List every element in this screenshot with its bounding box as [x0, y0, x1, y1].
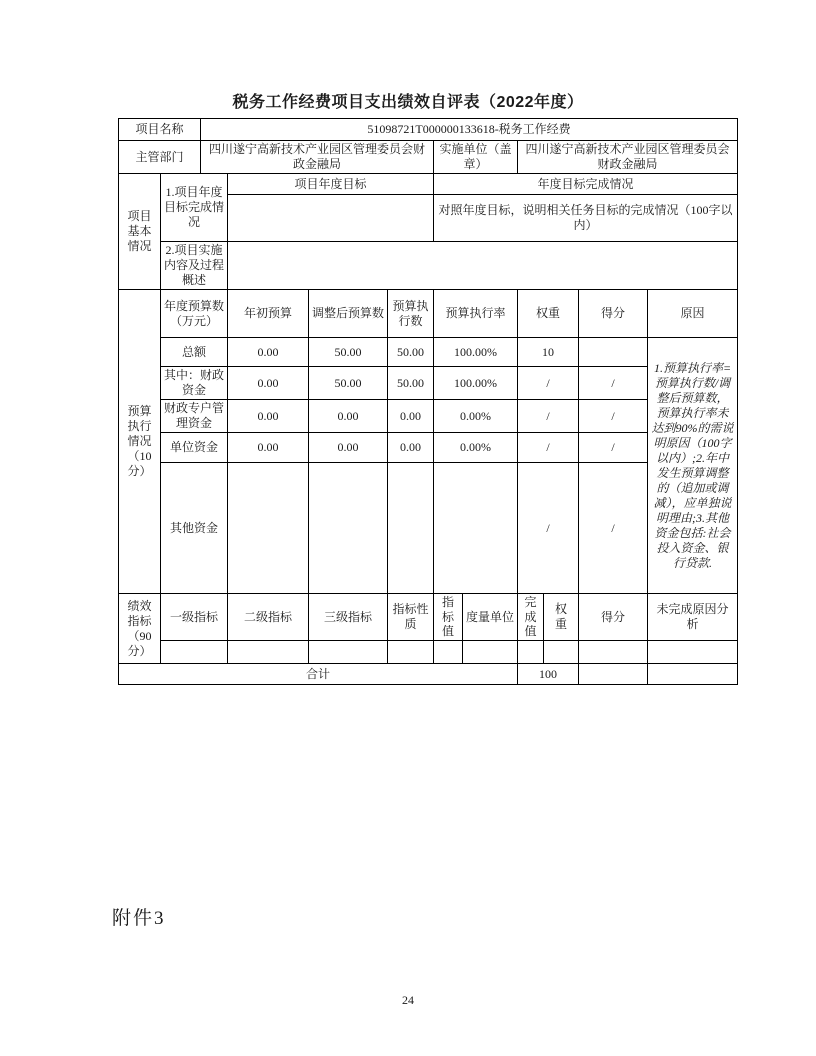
page-number: 24	[402, 993, 414, 1007]
indicator-cell-nature	[388, 641, 434, 664]
budget-cell-adjusted: 0.00	[309, 433, 388, 463]
impl-unit-value: 四川遂宁高新技术产业园区管理委员会财政金融局	[518, 141, 738, 174]
indicator-header-weight: 权重	[544, 594, 579, 641]
budget-header-row	[119, 290, 738, 338]
budget-row-total	[119, 338, 738, 367]
indicator-cell-weight	[544, 641, 579, 664]
budget-cell-executed: 50.00	[388, 367, 434, 400]
completion-note: 对照年度目标，说明相关任务目标的完成情况（100字以内）	[434, 195, 738, 242]
total-score	[579, 664, 648, 685]
indicator-cell-score	[579, 641, 648, 664]
budget-cell-initial: 0.00	[228, 338, 309, 367]
indicator-cell-value	[434, 641, 463, 664]
goal-header: 项目年度目标	[228, 174, 434, 195]
budget-cell-adjusted: 0.00	[309, 400, 388, 433]
goal-row-label: 1.项目年度目标完成情况	[161, 174, 228, 242]
budget-cell-executed: 0.00	[388, 433, 434, 463]
budget-header-adjusted: 调整后预算数	[309, 290, 388, 338]
budget-row-label: 其他资金	[161, 463, 228, 594]
total-row	[119, 664, 738, 685]
budget-row-special-account	[119, 400, 738, 433]
department-row	[119, 141, 738, 174]
project-name-value: 51098721T000000133618-税务工作经费	[201, 119, 738, 141]
budget-cell-score	[579, 338, 648, 367]
budget-cell-initial: 0.00	[228, 433, 309, 463]
indicator-header-l1: 一级指标	[161, 594, 228, 641]
budget-cell-score: /	[579, 367, 648, 400]
budget-reason-note: 1.预算执行率=预算执行数/调整后预算数，预算执行率未达到90%的需说明原因（100字以内）;2.年中发生预算调整的（追加或调减），应单独说明理由;3.其他资金包括:社会投入资金、银行贷款.	[648, 338, 738, 594]
budget-cell-weight: /	[518, 433, 579, 463]
indicator-header-unit: 度量单位	[463, 594, 518, 641]
budget-cell-rate: 0.00%	[434, 400, 518, 433]
budget-cell-executed	[388, 463, 434, 594]
budget-section-label: 预算执行情况（10分）	[119, 290, 161, 594]
budget-header-rate: 预算执行率	[434, 290, 518, 338]
indicator-header-value: 指标值	[434, 594, 463, 641]
completion-header: 年度目标完成情况	[434, 174, 738, 195]
budget-header-score: 得分	[579, 290, 648, 338]
indicator-header-unfinished: 未完成原因分析	[648, 594, 738, 641]
dept-label: 主管部门	[119, 141, 201, 174]
process-value	[228, 242, 738, 290]
budget-header-executed: 预算执行数	[388, 290, 434, 338]
indicator-header-nature: 指标性质	[388, 594, 434, 641]
budget-cell-initial: 0.00	[228, 400, 309, 433]
indicator-header-row	[119, 594, 738, 641]
budget-header-initial: 年初预算	[228, 290, 309, 338]
budget-cell-rate: 100.00%	[434, 367, 518, 400]
dept-value: 四川遂宁高新技术产业园区管理委员会财政金融局	[201, 141, 434, 174]
total-weight: 100	[518, 664, 579, 685]
indicator-empty-row	[119, 641, 738, 664]
goal-header-row	[119, 174, 738, 195]
indicator-cell-unit	[463, 641, 518, 664]
indicator-cell-l3	[309, 641, 388, 664]
budget-cell-score: /	[579, 400, 648, 433]
budget-row-label: 总额	[161, 338, 228, 367]
budget-cell-adjusted: 50.00	[309, 338, 388, 367]
budget-cell-score: /	[579, 433, 648, 463]
indicator-cell-unfinished	[648, 641, 738, 664]
budget-cell-rate	[434, 463, 518, 594]
budget-cell-initial: 0.00	[228, 367, 309, 400]
project-name-label: 项目名称	[119, 119, 201, 141]
attachment-label: 附件3	[112, 908, 166, 929]
self-evaluation-table	[118, 118, 738, 685]
project-name-row	[119, 119, 738, 141]
indicator-header-score: 得分	[579, 594, 648, 641]
budget-cell-weight: /	[518, 463, 579, 594]
indicator-cell-done	[518, 641, 544, 664]
budget-row-label: 单位资金	[161, 433, 228, 463]
budget-header-reason: 原因	[648, 290, 738, 338]
total-unfinished	[648, 664, 738, 685]
budget-row-unit-funds	[119, 433, 738, 463]
budget-cell-executed: 50.00	[388, 338, 434, 367]
process-row-label: 2.项目实施内容及过程概述	[161, 242, 228, 290]
budget-cell-weight: /	[518, 367, 579, 400]
indicator-section-label: 绩效指标（90分）	[119, 594, 161, 664]
budget-cell-weight: /	[518, 400, 579, 433]
indicator-header-l3: 三级指标	[309, 594, 388, 641]
budget-row-label: 财政专户管理资金	[161, 400, 228, 433]
process-row	[119, 242, 738, 290]
budget-row-other-funds	[119, 463, 738, 594]
indicator-cell-l2	[228, 641, 309, 664]
budget-row-label: 其中：财政资金	[161, 367, 228, 400]
budget-cell-rate: 100.00%	[434, 338, 518, 367]
indicator-header-l2: 二级指标	[228, 594, 309, 641]
page-title: 税务工作经费项目支出绩效自评表（2022年度）	[232, 94, 584, 111]
budget-header-annual: 年度预算数（万元）	[161, 290, 228, 338]
budget-row-fiscal	[119, 367, 738, 400]
indicator-header-done: 完成值	[518, 594, 544, 641]
impl-unit-label: 实施单位（盖章）	[434, 141, 518, 174]
budget-cell-weight: 10	[518, 338, 579, 367]
budget-cell-rate: 0.00%	[434, 433, 518, 463]
total-label: 合计	[119, 664, 518, 685]
indicator-cell-l1	[161, 641, 228, 664]
basic-section-label: 项目基本情况	[119, 174, 161, 290]
budget-cell-adjusted	[309, 463, 388, 594]
budget-cell-initial	[228, 463, 309, 594]
budget-cell-score: /	[579, 463, 648, 594]
goal-value	[228, 195, 434, 242]
budget-cell-adjusted: 50.00	[309, 367, 388, 400]
budget-cell-executed: 0.00	[388, 400, 434, 433]
budget-header-weight: 权重	[518, 290, 579, 338]
